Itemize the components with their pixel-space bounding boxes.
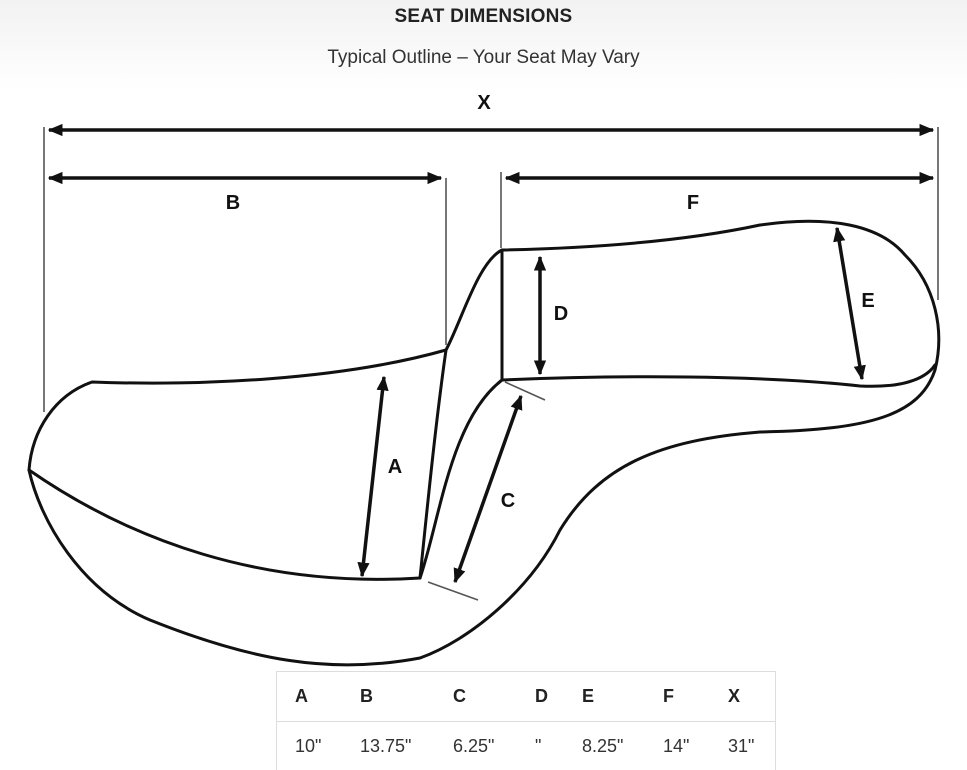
dimension-label-d: D: [554, 303, 568, 325]
dimensions-header-row: [277, 672, 776, 722]
dimension-arrow-e: [837, 228, 862, 379]
dimension-label-x: X: [477, 92, 491, 114]
dimension-label-b: B: [226, 192, 240, 214]
dimension-arrow-c: [455, 396, 521, 582]
value-x: 31": [710, 722, 776, 770]
column-header-f: F: [645, 672, 710, 722]
page-subtitle: Typical Outline – Your Seat May Vary: [0, 47, 967, 69]
value-a: 10": [277, 722, 343, 770]
value-b: 13.75": [342, 722, 435, 770]
value-e: 8.25": [564, 722, 645, 770]
value-f: 14": [645, 722, 710, 770]
passenger-bottom-edge: [502, 365, 935, 386]
extension-lines: [44, 127, 938, 600]
column-header-a: A: [277, 672, 343, 722]
seat-outer-outline: [29, 221, 939, 665]
column-header-d: D: [517, 672, 564, 722]
extension-line-c-bottom: [428, 582, 478, 600]
column-header-x: X: [710, 672, 776, 722]
seat-outline: [29, 221, 939, 665]
value-c: 6.25": [435, 722, 517, 770]
rider-backrest-front: [420, 350, 446, 578]
dimensions-value-row: [277, 722, 776, 770]
value-d: ": [517, 722, 564, 770]
column-header-c: C: [435, 672, 517, 722]
dimension-label-e: E: [861, 290, 874, 312]
extension-line-c-top: [505, 382, 545, 400]
column-header-b: B: [342, 672, 435, 722]
dimension-arrows: [49, 130, 933, 582]
dimension-arrow-a: [362, 377, 384, 576]
dimension-label-c: C: [501, 490, 515, 512]
dimension-label-a: A: [388, 456, 402, 478]
dimensions-table: [276, 671, 776, 770]
page-title: SEAT DIMENSIONS: [0, 6, 967, 28]
dimension-label-f: F: [687, 192, 699, 214]
column-header-e: E: [564, 672, 645, 722]
rider-seat-bottom-edge: [29, 470, 420, 579]
